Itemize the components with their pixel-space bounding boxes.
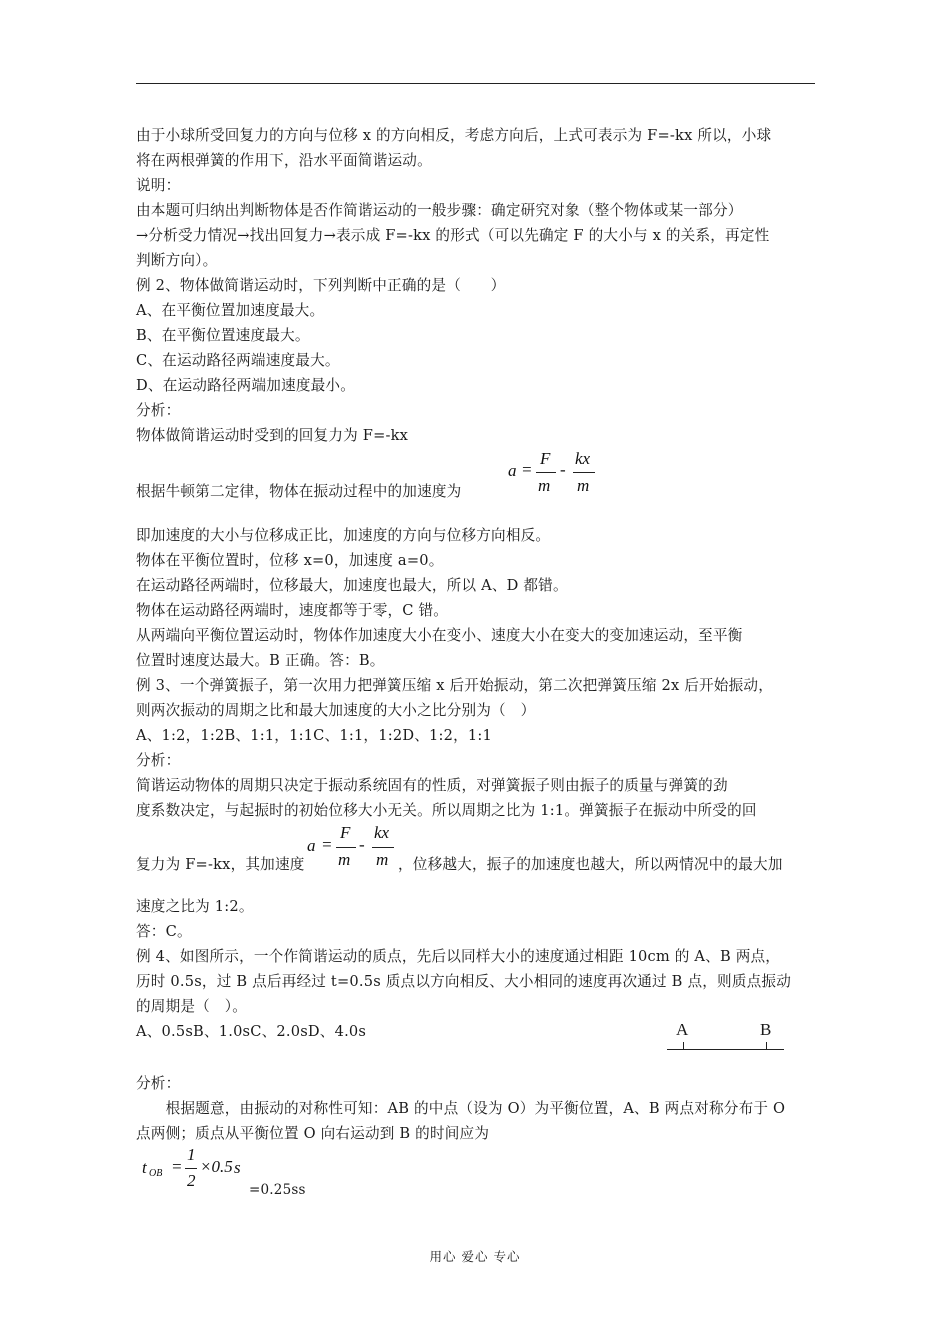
tick-b: [766, 1042, 767, 1049]
formula-denominator: m: [538, 476, 551, 495]
text-line: 判断方向）。: [136, 252, 218, 269]
point-a-label: A: [676, 1020, 689, 1039]
text-line: 说明：: [136, 177, 181, 194]
text-line: 由本题可归纳出判断物体是否作简谐运动的一般步骤：确定研究对象（整个物体或某一部分）: [136, 202, 743, 219]
text-line: 从两端向平衡位置运动时，物体作加速度大小在变小、速度大小在变大的变加速运动，至平衡: [136, 627, 743, 644]
fraction-bar: [372, 847, 394, 848]
text-line: 度系数决定，与起振时的初始位移大小无关。所以周期之比为 1:1。弹簧振子在振动中所受的回: [136, 802, 757, 819]
text-line: =0.25ss: [249, 1182, 306, 1198]
formula-numerator: kx: [374, 823, 390, 842]
text-line: 点两侧；质点从平衡位置 O 向右运动到 B 的时间应为: [136, 1125, 490, 1142]
text-line: 历时 0.5s，过 B 点后再经过 t=0.5s 质点以方向相反、大小相同的速度再次通过 B 点，则质点振动: [136, 973, 791, 990]
option-d: D、在运动路径两端加速度最小。: [136, 377, 356, 394]
text-line: 简谐运动物体的周期只决定于振动系统固有的性质，对弹簧振子则由振子的质量与弹簧的劲: [136, 777, 728, 794]
formula-minus: -: [359, 835, 365, 854]
formula-denominator: m: [376, 850, 389, 869]
formula-numerator: 1: [187, 1145, 196, 1164]
text-line: 将在两根弹簧的作用下，沿水平面简谐运动。: [136, 152, 432, 169]
formula-lhs: a: [508, 461, 517, 480]
text-line: 位置时速度达最大。B 正确。答：B。: [136, 652, 385, 669]
text-line: 则两次振动的周期之比和最大加速度的大小之比分别为（ ）: [136, 702, 536, 719]
example-3-question: 例 3、一个弹簧振子，第一次用力把弹簧压缩 x 后开始振动，第二次把弹簧压缩 2x 后开始振动，: [136, 677, 773, 694]
header-rule: [136, 83, 815, 84]
formula-equals: =: [321, 835, 333, 854]
example-2-question: 例 2、物体做简谐运动时，下列判断中正确的是（ ）: [136, 277, 506, 294]
text-line: 物体在运动路径两端时，速度都等于零，C 错。: [136, 602, 449, 619]
text-line: 在运动路径两端时，位移最大，加速度也最大，所以 A、D 都错。: [136, 577, 568, 594]
point-b-label: B: [760, 1020, 772, 1039]
formula-lhs: a: [307, 836, 316, 855]
text-line: 根据题意，由振动的对称性可知：AB 的中点（设为 O）为平衡位置，A、B 两点对称分布于 O: [136, 1100, 786, 1117]
text-line: 分析：: [136, 402, 181, 419]
fraction-bar: [573, 472, 595, 473]
fraction-bar: [336, 847, 356, 848]
formula-equals: =: [171, 1157, 183, 1176]
formula-times: ×0.5: [200, 1157, 233, 1176]
text-line: 即加速度的大小与位移成正比，加速度的方向与位移方向相反。: [136, 527, 551, 544]
option-a: A、在平衡位置加速度最大。: [136, 302, 325, 319]
formula-numerator: kx: [575, 449, 591, 468]
track-line: [667, 1049, 784, 1050]
text-line: 分析：: [136, 752, 181, 769]
text-line: 速度之比为 1:2。: [136, 898, 254, 915]
option-b: B、在平衡位置速度最大。: [136, 327, 310, 344]
answer-line: 答：C。: [136, 923, 192, 940]
formula-denominator: m: [338, 850, 351, 869]
ab-diagram: [662, 1020, 788, 1056]
text-line: 物体在平衡位置时，位移 x=0，加速度 a=0。: [136, 552, 444, 569]
option-c: C、在运动路径两端速度最大。: [136, 352, 340, 369]
formula-numerator: F: [340, 823, 351, 842]
text-line: →分析受力情况→找出回复力→表示成 F=-kx 的形式（可以先确定 F 的大小与 x 的关系，再定性: [136, 227, 770, 244]
text-line: 的周期是（ ）。: [136, 998, 248, 1015]
fraction-bar: [185, 1168, 197, 1169]
formula-equals: =: [521, 460, 533, 479]
formula-subscript: OB: [149, 1168, 163, 1179]
page-footer: 用心 爱心 专心: [429, 1249, 521, 1264]
text-line: 根据牛顿第二定律，物体在振动过程中的加速度为: [136, 483, 462, 500]
formula-denominator: m: [577, 476, 590, 495]
formula-numerator: F: [540, 449, 551, 468]
example-4-options: A、0.5sB、1.0sC、2.0sD、4.0s: [136, 1023, 367, 1040]
formula-t: t: [142, 1158, 147, 1177]
text-line: 物体做简谐运动时受到的回复力为 F=-kx: [136, 427, 409, 444]
text-line: 分析：: [136, 1075, 181, 1092]
fraction-bar: [536, 472, 556, 473]
tick-a: [683, 1042, 684, 1049]
formula-minus: -: [560, 460, 566, 479]
formula-denominator: 2: [187, 1171, 196, 1190]
example-4-question: 例 4、如图所示，一个作简谐运动的质点，先后以同样大小的速度通过相距 10cm 的 A、B 两点，: [136, 948, 781, 965]
formula-unit: s: [234, 1158, 241, 1177]
text-line: 复力为 F=-kx，其加速度: [136, 856, 305, 873]
text-line: 由于小球所受回复力的方向与位移 x 的方向相反，考虑方向后，上式可表示为 F=-kx 所以，小球: [136, 127, 772, 144]
text-line: ，位移越大，振子的加速度也越大，所以两情况中的最大加: [398, 856, 783, 873]
example-3-options: A、1:2，1:2B、1:1，1:1C、1:1，1:2D、1:2，1:1: [136, 727, 492, 744]
